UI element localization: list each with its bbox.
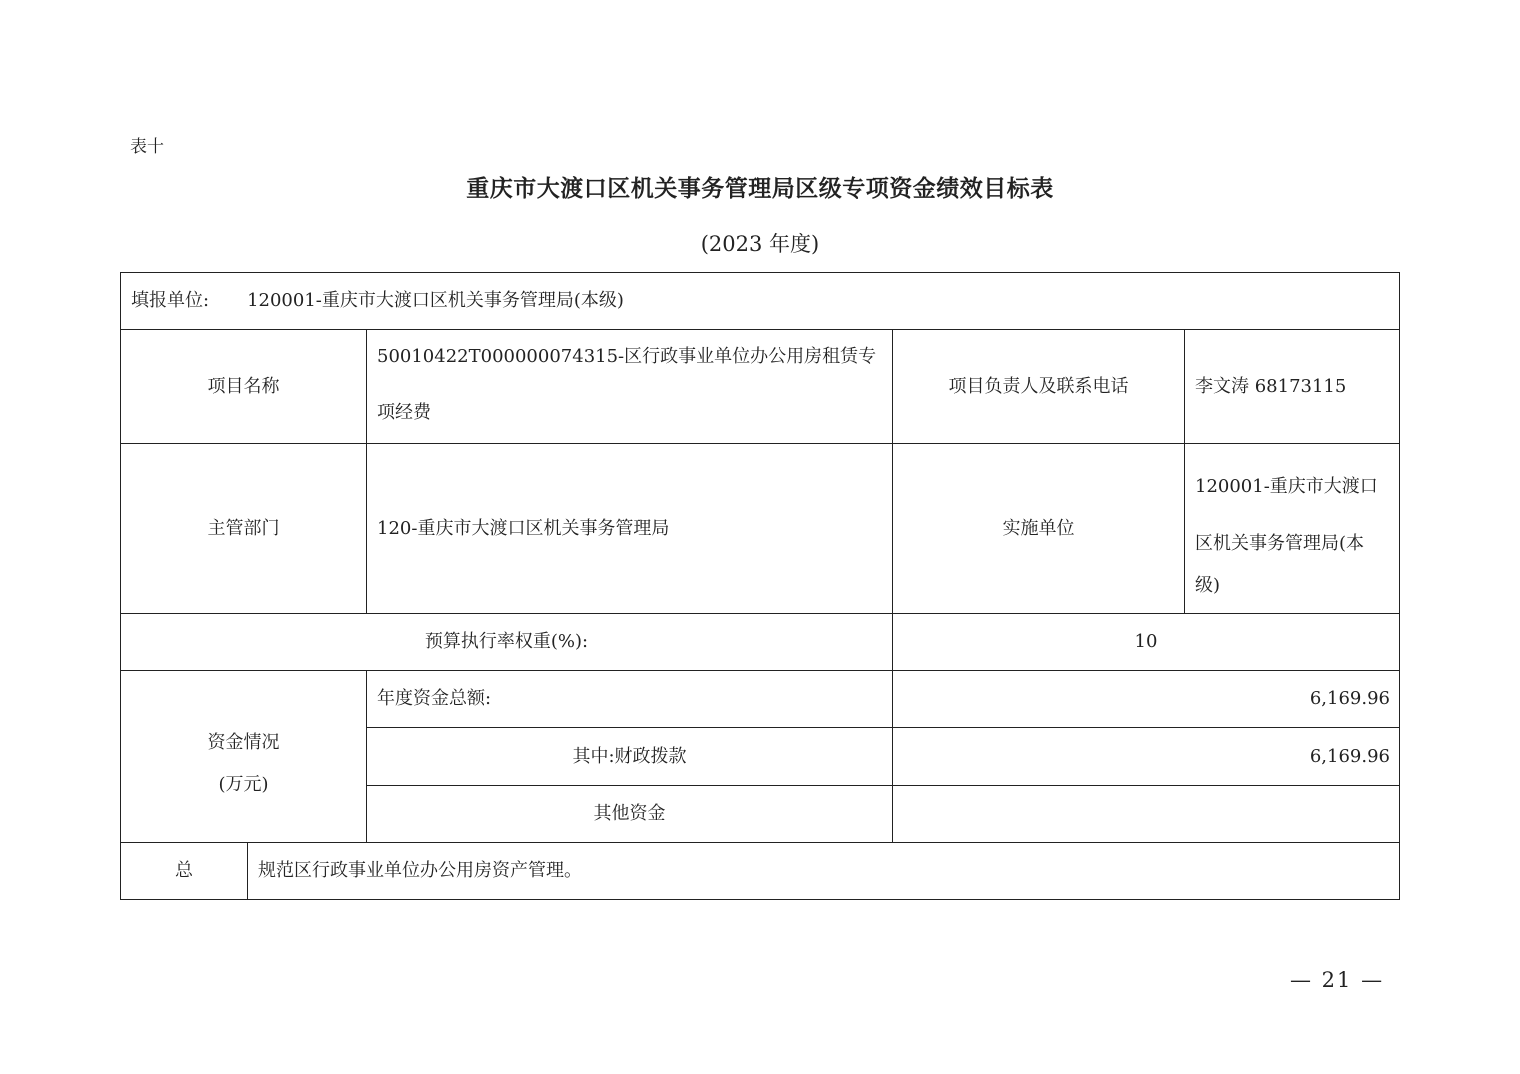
dept-label <box>120 443 367 614</box>
project-name-label <box>120 329 367 444</box>
fiscal-value <box>892 727 1400 786</box>
impl-unit-line-1: 120001-重庆市大渡口 <box>1195 475 1378 497</box>
contact-value <box>1184 329 1400 444</box>
dept-value <box>366 443 893 614</box>
project-name-line-2: 项经费 <box>377 402 431 423</box>
impl-unit-line-3: 级) <box>1195 574 1221 596</box>
dept-value-text: 120-重庆市大渡口区机关事务管理局 <box>377 517 670 539</box>
contact-label <box>892 329 1185 444</box>
budget-rate-value <box>892 613 1400 671</box>
other-funds-label <box>366 785 893 843</box>
year-subtitle: (2023 年度) <box>700 232 820 256</box>
budget-rate-label <box>120 613 893 671</box>
impl-unit-label-text: 实施单位 <box>1002 517 1075 539</box>
other-funds-value <box>892 785 1400 843</box>
table-label: 表十 <box>130 137 164 157</box>
budget-rate-label-text: 预算执行率权重(%): <box>424 631 589 652</box>
funds-label-line-2: (万元) <box>218 774 269 795</box>
reporting-unit-label: 填报单位: <box>131 290 210 311</box>
funds-label-line-1: 资金情况 <box>207 732 280 753</box>
dept-label-text: 主管部门 <box>207 517 280 539</box>
other-funds-label-text: 其他资金 <box>593 803 666 824</box>
fiscal-label <box>366 727 893 786</box>
reporting-unit-row <box>120 272 1400 330</box>
reporting-unit-value: 120001-重庆市大渡口区机关事务管理局(本级) <box>247 290 624 311</box>
project-name-value <box>366 329 893 444</box>
page-title: 重庆市大渡口区机关事务管理局区级专项资金绩效目标表 <box>466 176 1054 202</box>
project-name-line-1: 50010422T000000074315-区行政事业单位办公用房租赁专 <box>377 346 877 367</box>
contact-value-text: 李文涛 68173115 <box>1195 375 1347 397</box>
annual-total-label <box>366 670 893 728</box>
overall-goal-value-text: 规范区行政事业单位办公用房资产管理。 <box>258 860 582 881</box>
fiscal-value-text: 6,169.96 <box>1309 745 1390 767</box>
overall-goal-label-text: 总 <box>175 860 193 881</box>
overall-goal-label <box>120 842 248 900</box>
funds-label <box>120 670 367 843</box>
impl-unit-value <box>1184 443 1400 614</box>
contact-label-text: 项目负责人及联系电话 <box>948 375 1129 397</box>
annual-total-value <box>892 670 1400 728</box>
page-number: — 21 — <box>1290 968 1385 992</box>
impl-unit-line-2: 区机关事务管理局(本 <box>1195 532 1365 554</box>
annual-total-label-text: 年度资金总额: <box>377 688 492 709</box>
fiscal-label-text: 其中:财政拨款 <box>572 745 687 767</box>
project-name-label-text: 项目名称 <box>207 375 280 397</box>
impl-unit-label <box>892 443 1185 614</box>
overall-goal-value <box>247 842 1400 900</box>
annual-total-value-text: 6,169.96 <box>1309 688 1390 709</box>
budget-rate-value-text: 10 <box>1134 631 1158 652</box>
